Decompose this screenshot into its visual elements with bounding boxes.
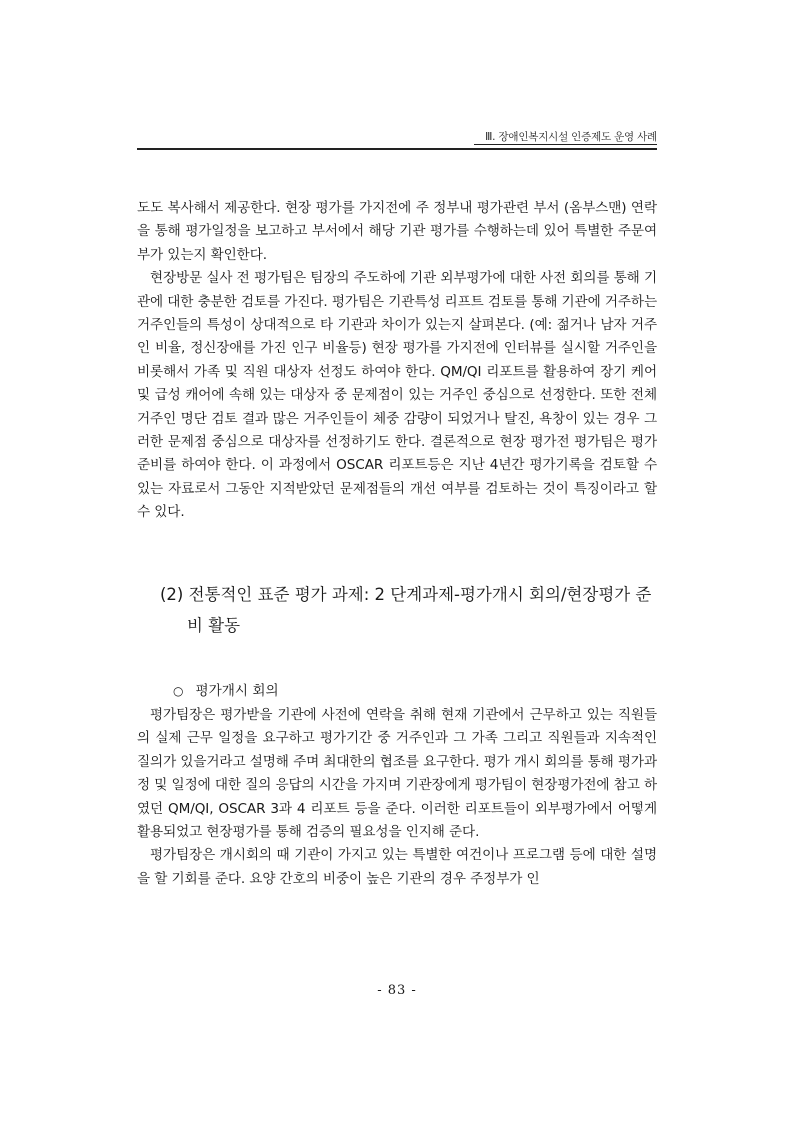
header-rule-short	[474, 144, 657, 145]
body-text-top	[137, 197, 657, 525]
section-heading-line: 비 활동	[187, 616, 241, 635]
circle-bullet-icon: ○	[173, 684, 184, 698]
paragraph: 평가팀장은 평가받을 기관에 사전에 연락을 취해 현재 기관에서 근무하고 있는 직원들의 실제 근무 일정을 요구하고 평가기간 중 거주인과 그 가족 그리고 직원들과 지속적인 질의가 있을거라고 설명해 주며 최대한의 협조를 요구한다. 평가 개시 회의를 통해 평가과정 및 일정에 대한 질의 응답의 시간을 가지며 기관장에게 평가팀이 현장평가전에 참고 하였던 QM/QI, OSCAR 3과 4 리포트 등을 준다. 이러한 리포트들이 외부평가에서 어떻게 활용되었고 현장평가를 통해 검증의 필요성을 인지해 준다.	[137, 707, 657, 841]
bullet-heading	[173, 680, 279, 703]
paragraph: 현장방문 실사 전 평가팀은 팀장의 주도하에 기관 외부평가에 대한 사전 회의를 통해 기관에 대한 충분한 검토를 가진다. 평가팀은 기관특성 리프트 검토를 통해 기관에 거주하는 거주인들의 특성이 상대적으로 타 기관과 차이가 있는지 살펴본다. (예: 젊거나 남자 거주인 비율, 정신장애를 가진 인구 비율등) 현장 평가를 가지전에 인터뷰를 실시할 거주인을 비롯해서 가족 및 직원 대상자 선정도 하여야 한다. QM/QI 리포트를 활용하여 장기 케어 및 급성 캐어에 속해 있는 대상자 중 문제점이 있는 거주인 중심으로 선정한다. 또한 전체 거주인 명단 검토 결과 많은 거주인들이 체중 감량이 되었거나 탈진, 욕창이 있는 경우 그러한 문제점 중심으로 대상자를 선정하기도 한다. 결론적으로 현장 평가전 평가팀은 평가준비를 하여야 한다. 이 과정에서 OSCAR 리포트등은 지난 4년간 평가기록을 검토할 수 있는 자료로서 그동안 지적받았던 문제점들의 개선 여부를 검토하는 것이 특징이라고 할 수 있다.	[137, 270, 657, 521]
header-rule	[137, 148, 657, 150]
paragraph: 평가팀장은 개시회의 때 기관이 가지고 있는 특별한 여건이나 프로그램 등에 대한 설명을 할 기회를 준다. 요양 간호의 비중이 높은 기관의 경우 주정부가 인	[137, 847, 657, 887]
section-heading-line: (2) 전통적인 표준 평가 과제: 2 단계과제-평가개시 회의/현장평가 준	[160, 585, 652, 604]
running-header: Ⅲ. 장애인복지시설 인증제도 운영 사례	[485, 131, 657, 143]
bullet-heading-label: 평가개시 회의	[195, 683, 279, 699]
page-number: - 83 -	[377, 983, 417, 998]
section-heading	[160, 579, 660, 641]
paragraph: 도도 복사해서 제공한다. 현장 평가를 가지전에 주 정부내 평가관련 부서 (옴부스맨) 연락을 통해 평가일정을 보고하고 부서에서 해당 기관 평가를 수행하는데 있어 특별한 주문여부가 있는지 확인한다.	[137, 200, 657, 263]
body-text-bottom	[137, 704, 657, 891]
